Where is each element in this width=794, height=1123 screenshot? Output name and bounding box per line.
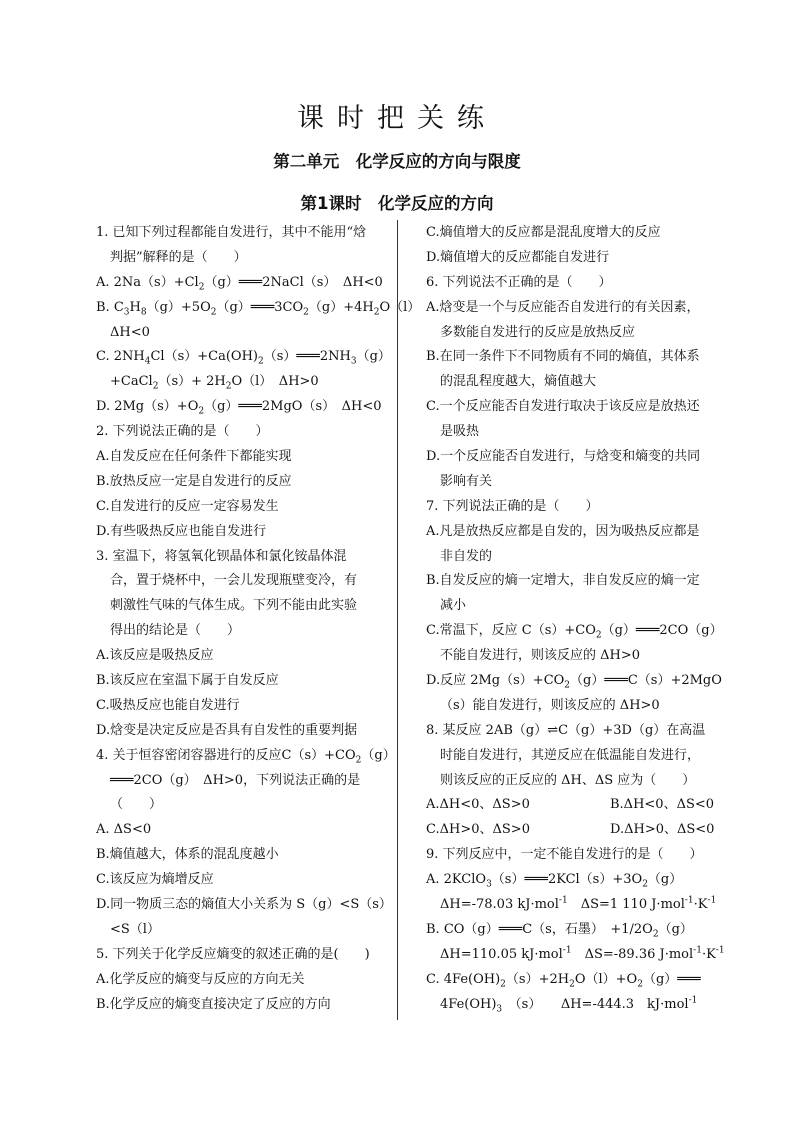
text-line: 则该反应的正反应的 ΔH、ΔS 应为（ ） — [440, 772, 696, 788]
text-line: B.放热反应一定是自发进行的反应 — [96, 473, 292, 489]
text-line: ΔH<0 — [110, 324, 150, 340]
text-line: 4. 关于恒容密闭容器进行的反应$C(s)+CO_2(g)$ — [96, 747, 396, 766]
text-line: B.自发反应的熵一定增大，非自发反应的熵一定 — [426, 573, 700, 589]
lesson-heading: 第1课时 化学反应的方向 — [300, 194, 494, 213]
text-line — [426, 793, 726, 818]
text-line: C.该反应为熵增反应 — [96, 872, 214, 888]
choice-option: D.ΔH>0、ΔS<0 — [610, 822, 715, 838]
text-line: 9. 下列反应中，一定不能自发进行的是（ ） — [426, 847, 703, 863]
text-line: A.该反应是吸热反应 — [96, 648, 214, 664]
text-line: D. $2Mg(s)+O_2(g)═══2MgO(s)$ ΔH<0 — [96, 399, 382, 417]
text-line: A. $2KClO_3(s)═══2KCl(s)+3O_2(g)$ — [426, 872, 683, 890]
text-line: 刺激性气味的气体生成。下列不能由此实验 — [110, 598, 358, 614]
text-line: ═══2CO（g） ΔH>0，下列说法正确的是 — [110, 772, 361, 788]
text-line: +CaCl$_2$（s）+ $2H_2O(l)$ ΔH>0 — [110, 374, 319, 392]
text-line: D.反应 $2Mg(s)+CO_2(g)═══C(s)+2MgO$ — [426, 673, 722, 691]
text-line: A.焓变是一个与反应能否自发进行的有关因素， — [426, 299, 700, 315]
text-line: C. $4Fe(OH)_2(s)+2H_2O(l)+O_2(g)═══$ — [426, 971, 701, 990]
left-column — [96, 221, 421, 1018]
text-line: 1. 已知下列过程都能自发进行，其中不能用“焓 — [96, 225, 367, 240]
text-line: D.一个反应能否自发进行，与焓变和熵变的共同 — [426, 449, 701, 465]
text-line: 不能自发进行，则该反应的 ΔH>0 — [440, 648, 641, 664]
text-line: 合，置于烧杯中，一会儿发现瓶壁变冷，有 — [110, 573, 358, 589]
text-line: C.自发进行的反应一定容易发生 — [96, 498, 279, 514]
text-line: C.吸热反应也能自发进行 — [96, 697, 240, 713]
text-line: B.熵值越大，体系的混乱度越小 — [96, 847, 279, 863]
text-line: A. $2Na(s)+Cl_2(g)═══2NaCl(s)$ ΔH<0 — [96, 274, 383, 293]
text-line: B.化学反应的熵变直接决定了反应的方向 — [96, 996, 331, 1012]
text-line: 判据”解释的是（ ） — [110, 249, 247, 265]
text-line: 多数能自发进行的反应是放热反应 — [440, 324, 636, 340]
text-line: 6. 下列说法不正确的是（ ） — [426, 274, 612, 290]
text-line: 时能自发进行，其逆反应在低温能自发进行， — [440, 747, 701, 763]
text-line: 3. 室温下，将氢氧化钡晶体和氯化铵晶体混 — [96, 548, 347, 564]
text-line: C.熵值增大的反应都是混乱度增大的反应 — [426, 225, 661, 240]
text-line: D.熵值增大的反应都能自发进行 — [426, 249, 610, 265]
text-line: 的混乱程度越大，熵值越大 — [440, 374, 597, 390]
text-line: D.有些吸热反应也能自发进行 — [96, 523, 267, 539]
text-line: A.凡是放热反应都是自发的，因为吸热反应都是 — [426, 523, 700, 539]
text-line: 5. 下列关于化学反应熵变的叙述正确的是( ) — [96, 946, 370, 962]
page-title: 课时把关练 — [297, 103, 497, 134]
unit-heading: 第二单元 化学反应的方向与限度 — [273, 152, 521, 171]
text-line: （s）能自发进行，则该反应的 ΔH>0 — [440, 697, 660, 713]
text-line: B. $C_3H_8(g)+5O_2(g)═══3CO_2(g)+4H_2O(l)$ — [96, 299, 421, 318]
text-line: （ ） — [110, 797, 163, 813]
choice-option: B.ΔH<0、ΔS<0 — [610, 797, 715, 813]
text-line: D.焓变是决定反应是否具有自发性的重要判据 — [96, 722, 358, 738]
text-line: 减小 — [440, 598, 467, 614]
text-line: A. ΔS<0 — [96, 822, 152, 838]
text-line: 2. 下列说法正确的是（ ） — [96, 424, 269, 440]
text-line: A.自发反应在任何条件下都能实现 — [96, 449, 292, 465]
text-line: D.同一物质三态的熵值大小关系为 S（g）<S（s） — [96, 897, 392, 913]
text-line: 非自发的 — [440, 548, 493, 564]
text-line: B.在同一条件下不同物质有不同的熵值，其体系 — [426, 349, 700, 365]
text-line: <S（l） — [110, 921, 160, 937]
text-line: C. $2NH_4Cl(s)+Ca(OH)_2(s)═══2NH_3(g)$ — [96, 349, 391, 368]
text-line: B. CO（g）═══C（s，石墨） $+1/2O_2(g)$ — [426, 921, 693, 940]
text-line: 8. 某反应 2AB（g）⇌C（g）+3D（g）在高温 — [426, 722, 706, 738]
text-line: A.化学反应的熵变与反应的方向无关 — [96, 971, 305, 987]
text-line: C.一个反应能否自发进行取决于该反应是放热还 — [426, 399, 700, 415]
text-line: 影响有关 — [440, 473, 493, 489]
choice-option: C.ΔH>0、ΔS>0 — [426, 822, 530, 838]
text-line: 7. 下列说法正确的是（ ） — [426, 498, 599, 514]
text-line: ΔH=110.05 kJ·mol$^{-1}$ ΔS=-89.36 $J\cdot mol^{-1}\cdot K^{-1}$ — [440, 945, 725, 962]
right-column — [426, 221, 726, 1018]
text-line: B.该反应在室温下属于自发反应 — [96, 673, 279, 689]
text-line: C.常温下，反应 $C(s)+CO_2(g)═══2CO(g)$ — [426, 623, 723, 641]
column-divider — [397, 220, 398, 1020]
text-line: ΔH=-78.03 kJ·mol$^{-1}$ ΔS=1 110 $J\cdot mol^{-1}\cdot K^{-1}$ — [440, 895, 717, 913]
text-line: 是吸热 — [440, 424, 480, 440]
choice-option: A.ΔH<0、ΔS>0 — [426, 797, 530, 813]
text-line — [426, 818, 726, 843]
text-line: 得出的结论是（ ） — [110, 623, 241, 639]
text-line: $4Fe(OH)_3$ （s） ΔH=-444.3 kJ·mol$^{-1}$ — [440, 995, 698, 1015]
